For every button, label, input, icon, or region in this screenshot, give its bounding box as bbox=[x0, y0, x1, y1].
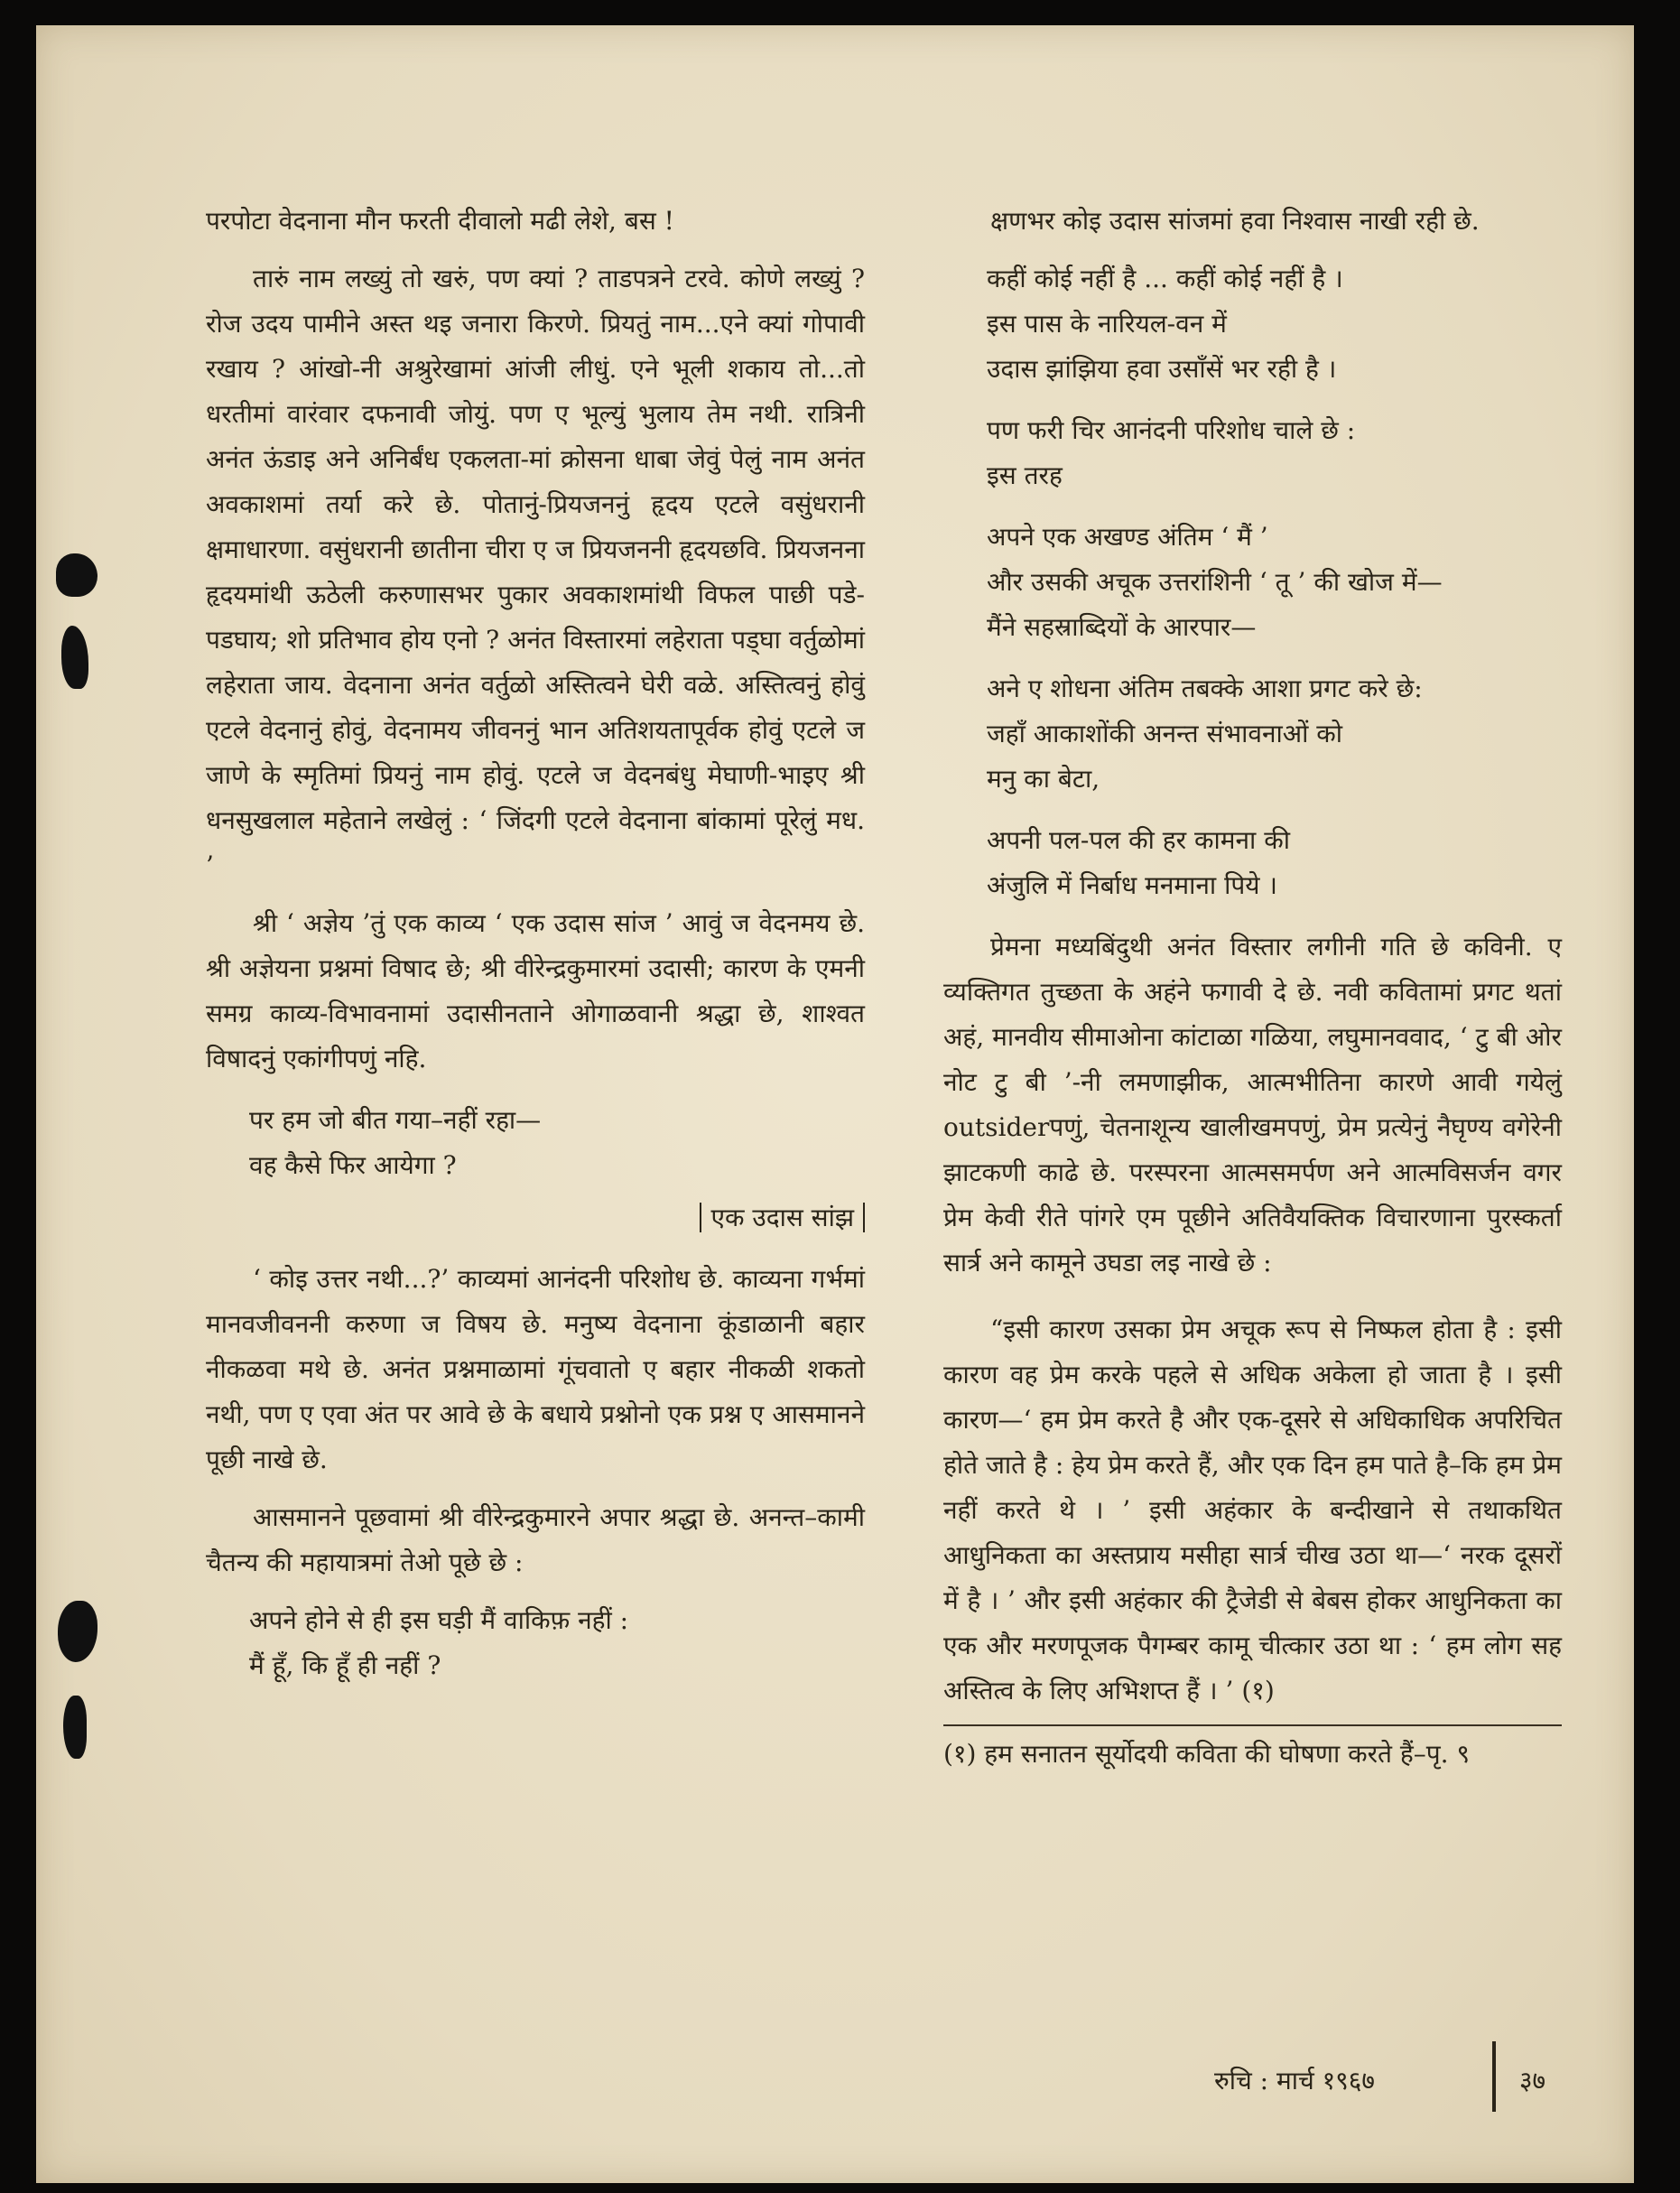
verse-line: और उसकी अचूक उत्तरांशिनी ‘ तू ’ की खोज में— bbox=[987, 567, 1443, 597]
verse-source bbox=[206, 1195, 865, 1241]
paragraph: ‘ कोइ उत्तर नथी...?’ काव्यमां आनंदनी परिशोध छे. काव्यना गर्भमां मानवजीवननी करुणा ज विषय छे. मनुष्य वेदनाना कूंडाळानी बहार नीकळवा मथे छे. अनंत प्रश्नमाळामां गूंचवातो ए बहार नीकळी शकतो नथी, पण ए एवा अंत पर आवे छे के बधाये प्रश्नोनो एक प्रश्न ए आसमानने पूछी नाखे छे. bbox=[206, 1264, 865, 1474]
verse-line: मनु का बेटा, bbox=[987, 764, 1100, 794]
issue-label: रुचि : मार्च १९६७ bbox=[1214, 2066, 1375, 2095]
verse-line: कहीं कोई नहीं है ... कहीं कोई नहीं है । bbox=[987, 264, 1343, 293]
verse-line: मैंने सहस्राब्दियों के आरपार— bbox=[987, 612, 1257, 642]
quotation: “इसी कारण उसका प्रेम अचूक रूप से निष्फल होता है : इसी कारण वह प्रेम करके पहले से अधिक अकेला हो जाता है । इसी कारण—‘ हम प्रेम करते है और एक-दूसरे से अधिकाधिक अपरिचित होते जाते है : हेय प्रेम करते हैं, और एक दिन हम पाते है–कि हम प्रेम नहीं करते थे । ’ इसी अहंकार के बन्दीखाने से तथाकथित आधुनिकता का अस्तप्राय मसीहा सार्त्र चीख उठा था—‘ नरक दूसरों में है । ’ और इसी अहंकार की ट्रैजेडी से बेबस होकर आधुनिकता का एक और मरणपूजक पैगम्बर कामू चीत्कार उठा था : ‘ हम लोग सह अस्तित्व के लिए अभिशप्त हैं । ’ (१) bbox=[943, 1315, 1562, 1705]
paragraph: परपोटा वेदनाना मौन फरती दीवालो मढी लेशे, बस ! bbox=[206, 206, 674, 236]
ink-stain bbox=[63, 1696, 87, 1759]
page-number: ३७ bbox=[1519, 2066, 1546, 2095]
ink-stain bbox=[61, 626, 88, 689]
verse-line: उदास झांझिया हवा उसाँसें भर रही है । bbox=[987, 354, 1337, 384]
verse-line: वह कैसे फिर आयेगा ? bbox=[249, 1150, 457, 1180]
verse-line: मैं हूँ, कि हूँ ही नहीं ? bbox=[249, 1650, 441, 1680]
paragraph: आसमानने पूछवामां श्री वीरेन्द्रकुमारने अपार श्रद्धा छे. अनन्त–कामी चैतन्य की महायात्रमां तेओ पूछे छे : bbox=[206, 1502, 865, 1577]
verse-line: अपनी पल-पल की हर कामना की bbox=[987, 825, 1290, 855]
ink-stain bbox=[58, 1601, 97, 1662]
footnote-divider bbox=[943, 1724, 1562, 1726]
paragraph: क्षणभर कोइ उदास सांजमां हवा निश्वास नाखी रही छे. bbox=[990, 206, 1480, 236]
verse-line: इस पास के नारियल-वन में bbox=[987, 309, 1227, 339]
footnote: (१) हम सनातन सूर्योदयी कविता की घोषणा करते हैं–पृ. ९ bbox=[943, 1739, 1471, 1769]
verse-line: अपने होने से ही इस घड़ी मैं वाकिफ़ नहीं : bbox=[249, 1605, 629, 1635]
footer-divider bbox=[1492, 2041, 1496, 2112]
verse-line: पर हम जो बीत गया–नहीं रहा— bbox=[249, 1105, 542, 1135]
verse-line: अपने एक अखण्ड अंतिम ‘ मैं ’ bbox=[987, 522, 1268, 552]
paragraph: श्री ‘ अज्ञेय ’तुं एक काव्य ‘ एक उदास सांज ’ आवुं ज वेदनमय छे. श्री अज्ञेयना प्रश्नमां विषाद छे; श्री वीरेन्द्रकुमारमां उदासी; कारण के एमनी समग्र काव्य-विभावनामां उदासीनताने ओगाळवानी श्रद्धा छे, शाश्वत विषादनुं एकांगीपणुं नहि. bbox=[206, 908, 865, 1073]
paragraph: अने ए शोधना अंतिम तबक्के आशा प्रगट करे छे: bbox=[987, 674, 1423, 703]
verse-line: इस तरह bbox=[987, 460, 1063, 490]
paragraph: प्रेमना मध्यबिंदुथी अनंत विस्तार लगीनी गति छे कविनी. ए व्यक्तिगत तुच्छता के अहंने फगावी दे छे. नवी कवितामां प्रगट थतां अहं, मानवीय सीमाओना कांटाळा गळिया, लघुमानववाद, ‘ टु बी ओर नोट टु बी ’-नी लमणाझीक, आत्मभीतिना कारणे आवी गयेलुं outsiderपणुं, चेतनाशून्य खालीखमपणुं, प्रेम प्रत्येनुं नैघृण्य वगेरेनी झाटकणी काढे छे. परस्परना आत्मसमर्पण अने आत्मविसर्जन वगर प्रेम केवी रीते पांगरे एम पूछीने अतिवैयक्तिक विचारणाना पुरस्कर्ता सार्त्र अने कामूने उघडा लइ नाखे छे : bbox=[943, 932, 1562, 1278]
paragraph: पण फरी चिर आनंदनी परिशोध चाले छे : bbox=[987, 415, 1356, 445]
left-column bbox=[206, 199, 865, 1688]
paragraph: तारुं नाम लख्युं तो खरुं, पण क्यां ? ताडपत्रने टरवे. कोणे लख्युं ? रोज उदय पामीने अस्त थइ जनारा किरणे. प्रियतुं नाम...एने क्यां गोपावी रखाय ? आंखो-नी अश्रुरेखामां आंजी लीधुं. एने भूली शकाय तो...तो धरतीमां वारंवार दफनावी जोयुं. पण ए भूल्युं भुलाय तेम नथी. रात्रिनी अनंत ऊंडाइ अने अनिर्बंध एकलता-मां क्रोसना धाबा जेवुं पेलुं नाम अनंत अवकाशमां तर्या करे छे. पोतानुं-प्रियजननुं हृदय एटले वसुंधरानी क्षमाधारणा. वसुंधरानी छातीना चीरा ए ज प्रियजननी हृदयछवि. प्रियजनना हृदयमांथी ऊठेली करुणासभर पुकार अवकाशमांथी विफल पाछी पडे-पडघाय; शो प्रतिभाव होय एनो ? अनंत विस्तारमां लहेराता पड्घा वर्तुळोमां लहेराता जाय. वेदनाना अनंत वर्तुळो अस्तित्वने घेरी वळे. अस्तित्वनुं होवुं एटले वेदनानुं होवुं, वेदनामय जीवननुं भान अतिशयतापूर्वक होवुं एटले ज जाणे के स्मृतिमां प्रियनुं नाम होवुं. एटले ज वेदनबंधु मेघाणी-भाइए श्री धनसुखलाल महेताने लखेलुं : ‘ जिंदगी एटले वेदनाना बांकामां पूरेलुं मध. ’ bbox=[206, 264, 865, 880]
ink-stain bbox=[56, 553, 97, 597]
verse-source-label: एक उदास सांझ bbox=[700, 1203, 865, 1232]
document-page bbox=[36, 25, 1634, 2183]
verse-line: अंजुलि में निर्बाध मनमाना पिये । bbox=[987, 870, 1277, 900]
right-column bbox=[943, 199, 1562, 1777]
verse-line: जहाँ आकाशोंकी अनन्त संभावनाओं को bbox=[987, 719, 1343, 748]
